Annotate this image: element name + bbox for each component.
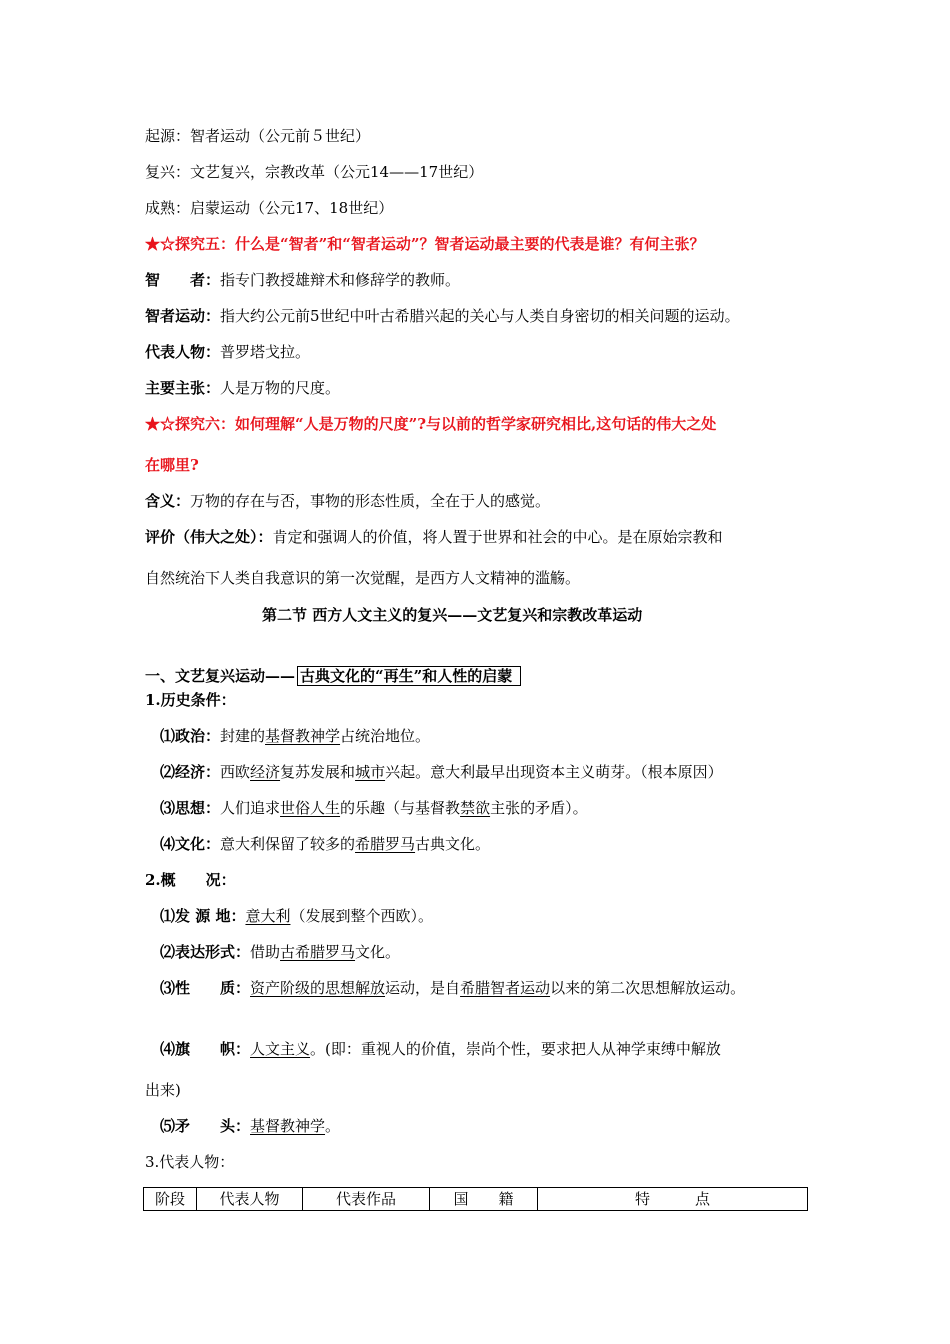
thought-mid: 的乐趣（与基督教	[340, 799, 461, 817]
culture-label: ⑷文化：	[160, 835, 221, 853]
column-header-features: 特 点	[538, 1188, 808, 1211]
economy-post: 兴起。意大利最早出现资本主义萌芽。（根本原因）	[385, 763, 723, 781]
revival-text: 文艺复兴，宗教改革（公元14——17世纪）	[190, 163, 484, 181]
history-heading: 1.历史条件：	[145, 691, 236, 709]
maturity-line	[145, 198, 393, 218]
inquiry6-title-line1: ★☆探究六：如何理解“人是万物的尺度”?与以前的哲学家研究相比,这句话的伟大之处	[145, 415, 717, 433]
column-header-stage: 阶段	[144, 1188, 197, 1211]
politics-pre: 封建的	[220, 727, 266, 745]
evaluation-line	[145, 527, 723, 547]
column-header-nationality: 国 籍	[430, 1188, 538, 1211]
thought-line	[160, 798, 588, 818]
main-idea-label: 主要主张：	[145, 379, 221, 397]
inquiry5-title: ★☆探究五：什么是“智者”和“智者运动”？智者运动最主要的代表是谁？有何主张？	[145, 235, 705, 253]
culture-pre: 意大利保留了较多的	[220, 835, 356, 853]
overview-heading: 2.概 况：	[145, 871, 236, 889]
nature-line	[160, 978, 745, 998]
origin-label: 起源：	[145, 127, 191, 145]
target-label: ⑸矛 头：	[160, 1117, 251, 1135]
origin-line	[145, 126, 370, 146]
nature-underline-2: 希腊智者运动	[460, 979, 551, 997]
birthplace-post: （发展到整个西欧）。	[290, 907, 433, 925]
inquiry6-title-line2: 在哪里?	[145, 456, 199, 474]
evaluation-text-line2: 自然统治下人类自我意识的第一次觉醒，是西方人文精神的滥觞。	[145, 569, 581, 587]
target-line	[160, 1116, 340, 1136]
sophist-text: 指专门教授雄辩术和修辞学的教师。	[220, 271, 461, 289]
economy-mid: 复苏发展和	[280, 763, 356, 781]
meaning-text: 万物的存在与否，事物的形态性质，全在于人的感觉。	[190, 492, 551, 510]
culture-post: 古典文化。	[415, 835, 491, 853]
sophist-movement-label: 智者运动：	[145, 307, 221, 325]
culture-underline: 希腊罗马	[355, 835, 416, 853]
part1-title	[145, 666, 521, 686]
main-idea-text: 人是万物的尺度。	[220, 379, 341, 397]
section2-title: 第二节 西方人文主义的复兴——文艺复兴和宗教改革运动	[262, 606, 643, 624]
nature-underline-1: 资产阶级的思想解放	[250, 979, 386, 997]
revival-label: 复兴：	[145, 163, 191, 181]
representative-text: 普罗塔戈拉。	[220, 343, 311, 361]
form-underline: 古希腊罗马	[280, 943, 356, 961]
thought-pre: 人们追求	[220, 799, 281, 817]
sophist-movement-text: 指大约公元前5世纪中叶古希腊兴起的关心与人类自身密切的相关问题的运动。	[220, 307, 740, 325]
banner-line2: 出来)	[145, 1081, 181, 1099]
nature-mid: 运动，是自	[385, 979, 461, 997]
part1-title-prefix: 一、文艺复兴运动——	[145, 667, 296, 685]
birthplace-underline: 意大利	[245, 907, 291, 925]
banner-post: 。(即：重视人的价值，崇尚个性，要求把人从神学束缚中解放	[310, 1040, 721, 1058]
economy-underline-1: 经济	[250, 763, 281, 781]
table-header-row	[144, 1188, 808, 1211]
politics-post: 占统治地位。	[340, 727, 431, 745]
economy-pre: 西欧	[220, 763, 251, 781]
thought-underline-1: 世俗人生	[280, 799, 341, 817]
meaning-label: 含义：	[145, 492, 191, 510]
politics-underline: 基督教神学	[265, 727, 341, 745]
target-underline: 基督教神学	[250, 1117, 326, 1135]
nature-post: 以来的第二次思想解放运动。	[550, 979, 746, 997]
birthplace-label: ⑴发 源 地：	[160, 907, 246, 925]
part1-title-boxed: 古典文化的“再生”和人性的启蒙	[297, 666, 521, 686]
representative-label: 代表人物：	[145, 343, 221, 361]
banner-underline: 人文主义	[250, 1040, 311, 1058]
nature-label: ⑶性 质：	[160, 979, 251, 997]
banner-label: ⑷旗 帜：	[160, 1040, 251, 1058]
economy-label: ⑵经济：	[160, 763, 221, 781]
representative-line	[145, 342, 310, 362]
figures-table	[143, 1187, 808, 1211]
form-post: 文化。	[355, 943, 401, 961]
economy-underline-2: 城市	[355, 763, 386, 781]
column-header-person: 代表人物	[197, 1188, 303, 1211]
sophist-line	[145, 270, 460, 290]
politics-label: ⑴政治：	[160, 727, 221, 745]
banner-line	[160, 1039, 721, 1059]
form-line	[160, 942, 400, 962]
thought-label: ⑶思想：	[160, 799, 221, 817]
meaning-line	[145, 491, 550, 511]
origin-text: 智者运动（公元前５世纪）	[190, 127, 371, 145]
sophist-label: 智 者：	[145, 271, 221, 289]
sophist-movement-line	[145, 306, 740, 326]
evaluation-text-line1: 肯定和强调人的价值，将人置于世界和社会的中心。是在原始宗教和	[272, 528, 723, 546]
politics-line	[160, 726, 430, 746]
figures-heading: 3.代表人物：	[145, 1153, 235, 1171]
form-label: ⑵表达形式：	[160, 943, 251, 961]
culture-line	[160, 834, 490, 854]
revival-line	[145, 162, 483, 182]
thought-post: 主张的矛盾）。	[490, 799, 588, 817]
target-post: 。	[325, 1117, 341, 1135]
column-header-work: 代表作品	[303, 1188, 430, 1211]
maturity-text: 启蒙运动（公元17、18世纪）	[190, 199, 394, 217]
maturity-label: 成熟：	[145, 199, 191, 217]
thought-underline-2: 禁欲	[460, 799, 491, 817]
evaluation-label: 评价（伟大之处）：	[145, 528, 273, 546]
main-idea-line	[145, 378, 340, 398]
economy-line	[160, 762, 723, 782]
form-pre: 借助	[250, 943, 281, 961]
birthplace-line	[160, 906, 433, 926]
